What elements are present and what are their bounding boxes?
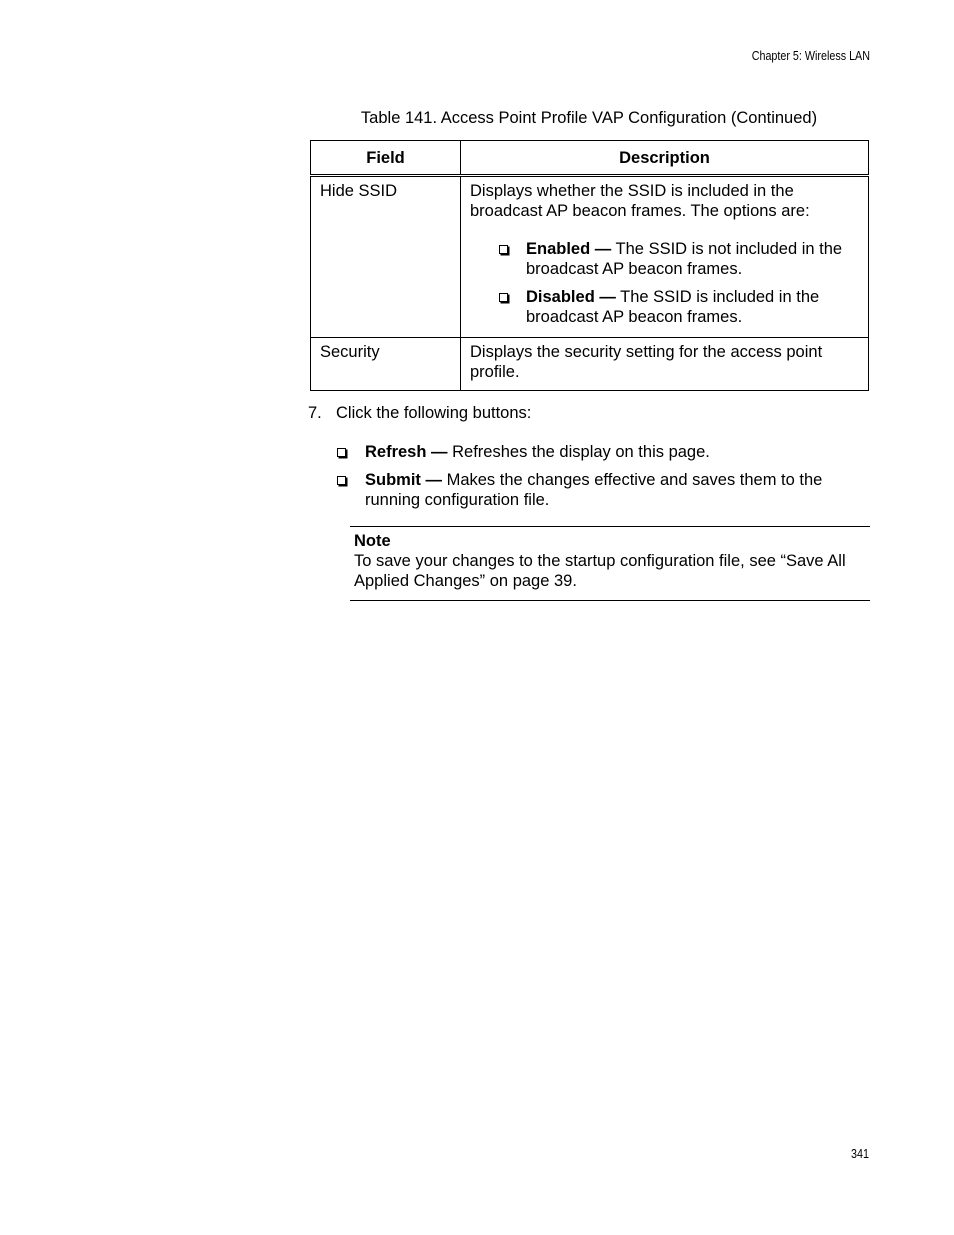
checkbox-bullet-icon: [337, 476, 346, 485]
checkbox-bullet-icon: [337, 448, 346, 457]
button-item-submit: [336, 470, 856, 510]
table-row: [311, 176, 869, 338]
option-item: [470, 239, 858, 279]
table-header-row: [311, 141, 869, 176]
table-row: [311, 338, 869, 391]
option-item: [470, 287, 858, 327]
option-label: Disabled —: [526, 288, 616, 306]
option-label: Enabled —: [526, 240, 612, 258]
vap-configuration-table: [310, 140, 869, 391]
field-cell: Hide SSID: [311, 176, 461, 338]
page-number: 341: [851, 1147, 869, 1161]
step-text: Click the following buttons:: [336, 404, 532, 422]
button-label: Submit —: [365, 471, 442, 489]
button-item-refresh: [336, 442, 856, 462]
column-header-description: Description: [461, 141, 869, 176]
table-caption: Table 141. Access Point Profile VAP Configuration (Continued): [360, 109, 818, 127]
description-cell: [461, 176, 869, 338]
option-text: The SSID is not included in the broadcast AP beacon frames.: [526, 240, 843, 278]
chapter-header: Chapter 5: Wireless LAN: [751, 49, 870, 63]
option-text: The SSID is included in the broadcast AP beacon frames.: [526, 288, 820, 326]
button-text: Refreshes the display on this page.: [447, 443, 710, 461]
note-text: To save your changes to the startup configuration file, see “Save All Applied Changes” on page 39.: [354, 552, 846, 590]
description-text: Displays whether the SSID is included in the broadcast AP beacon frames. The options are:: [470, 182, 810, 220]
checkbox-bullet-icon: [499, 293, 508, 302]
checkbox-bullet-icon: [499, 245, 508, 254]
button-text: Makes the changes effective and saves them to the running configuration file.: [365, 471, 823, 509]
step-instruction: [308, 404, 531, 423]
note-box: [350, 526, 870, 601]
column-header-field: Field: [311, 141, 461, 176]
step-number: 7.: [308, 404, 322, 422]
button-label: Refresh —: [365, 443, 448, 461]
button-description-list: [336, 442, 856, 518]
option-list: [470, 239, 858, 327]
note-title: Note: [354, 532, 391, 550]
field-cell: Security: [311, 338, 461, 391]
description-cell: Displays the security setting for the access point profile.: [461, 338, 869, 391]
